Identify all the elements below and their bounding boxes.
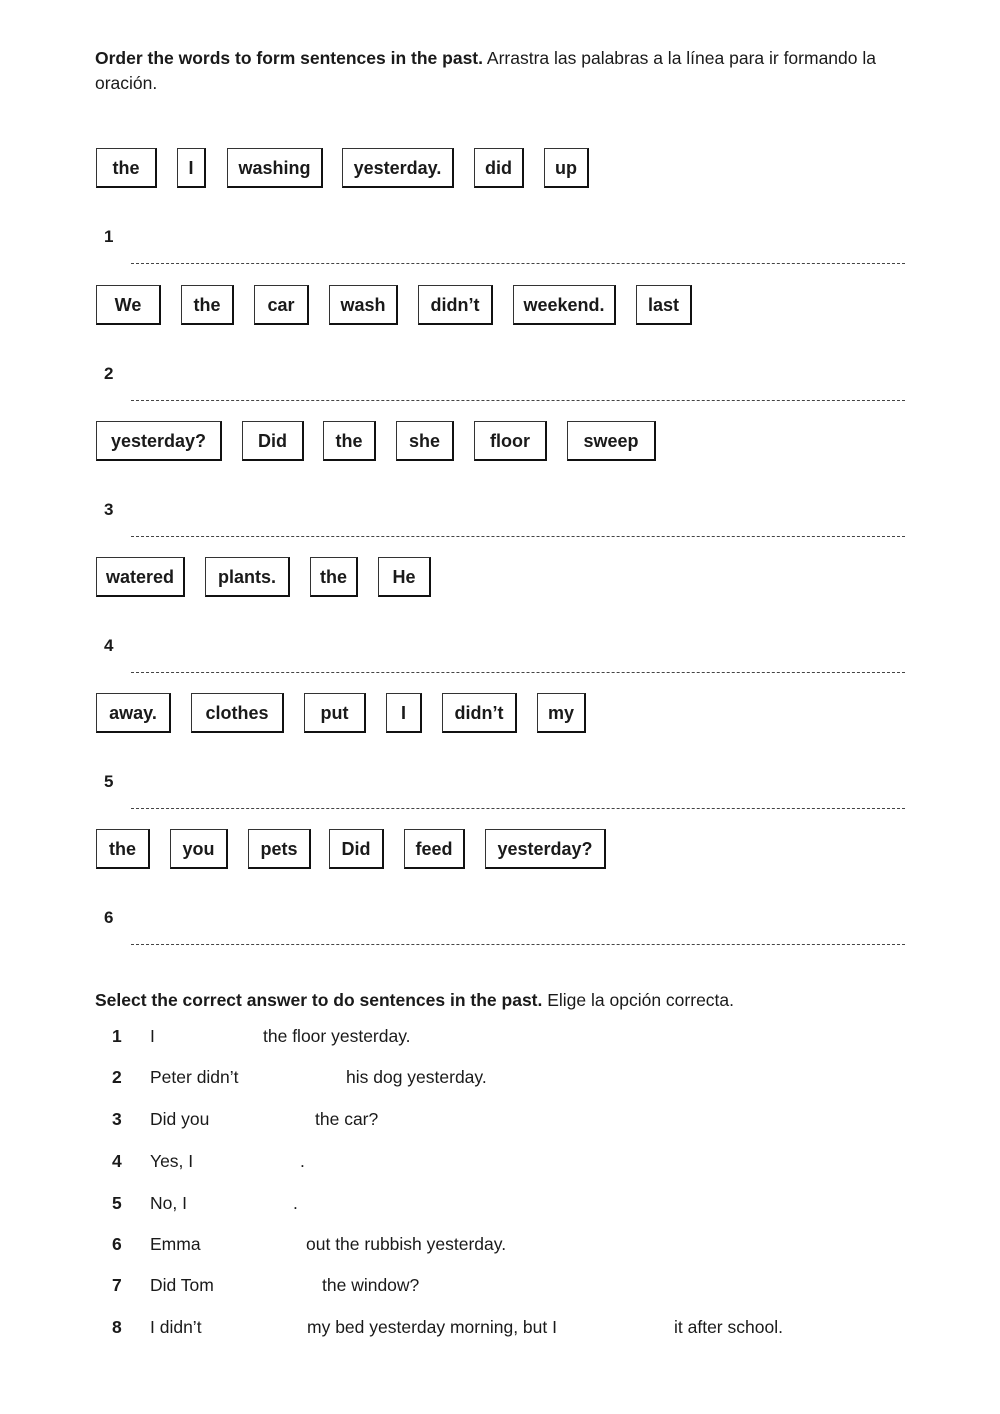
- word-tile[interactable]: Did: [329, 829, 384, 869]
- word-tile[interactable]: floor: [474, 421, 547, 461]
- word-tile[interactable]: away.: [96, 693, 171, 733]
- exercise-3: [0, 421, 1000, 557]
- exercise-1: [0, 148, 1000, 284]
- answer-dropdown[interactable]: [212, 1316, 300, 1338]
- word-tile[interactable]: weekend.: [513, 285, 616, 325]
- word-tile[interactable]: yesterday.: [342, 148, 454, 188]
- word-tile[interactable]: put: [304, 693, 366, 733]
- select-item-number: 6: [112, 1234, 122, 1254]
- word-tile[interactable]: pets: [248, 829, 311, 869]
- sentence-text: his dog yesterday.: [346, 1067, 487, 1087]
- answer-dropdown[interactable]: [226, 1274, 316, 1296]
- word-tile[interactable]: you: [170, 829, 228, 869]
- select-item-number: 8: [112, 1317, 122, 1337]
- word-tile[interactable]: the: [323, 421, 376, 461]
- sentence-text: the car?: [315, 1109, 379, 1129]
- instruction-select-answer-rest: Elige la opción correcta.: [542, 990, 735, 1010]
- select-item-number: 4: [112, 1151, 122, 1171]
- word-tile[interactable]: He: [378, 557, 431, 597]
- word-tile[interactable]: didn’t: [442, 693, 517, 733]
- exercise-number: 6: [104, 908, 114, 927]
- answer-drop-line-2[interactable]: [131, 386, 905, 401]
- select-item-3: [0, 1106, 1000, 1132]
- answer-dropdown[interactable]: [165, 1025, 255, 1047]
- select-item-1: [0, 1023, 1000, 1049]
- sentence-text: out the rubbish yesterday.: [306, 1234, 507, 1254]
- sentence-text: I didn’t: [150, 1317, 202, 1337]
- sentence-text: Yes, I: [150, 1151, 194, 1171]
- answer-drop-line-4[interactable]: [131, 658, 905, 673]
- select-item-number: 2: [112, 1067, 122, 1087]
- exercise-number: 1: [104, 227, 114, 246]
- word-tile[interactable]: up: [544, 148, 589, 188]
- word-tile[interactable]: watered: [96, 557, 185, 597]
- word-tile[interactable]: We: [96, 285, 161, 325]
- select-item-2: [0, 1064, 1000, 1090]
- word-tile[interactable]: the: [181, 285, 234, 325]
- word-tile[interactable]: sweep: [567, 421, 656, 461]
- answer-dropdown[interactable]: [212, 1233, 300, 1255]
- sentence-text: the window?: [322, 1275, 420, 1295]
- select-item-4: [0, 1148, 1000, 1174]
- sentence-text: Did Tom: [150, 1275, 214, 1295]
- exercise-number: 3: [104, 500, 114, 519]
- select-item-number: 1: [112, 1026, 122, 1046]
- exercise-2: [0, 285, 1000, 421]
- word-tile[interactable]: yesterday?: [96, 421, 222, 461]
- answer-dropdown[interactable]: [578, 1316, 668, 1338]
- sentence-text: it after school.: [674, 1317, 783, 1337]
- select-item-8: [0, 1314, 1000, 1340]
- sentence-text: No, I: [150, 1193, 187, 1213]
- select-item-number: 5: [112, 1193, 122, 1213]
- word-tile[interactable]: washing: [227, 148, 323, 188]
- word-tile[interactable]: I: [386, 693, 422, 733]
- answer-drop-line-6[interactable]: [131, 930, 905, 945]
- sentence-text: .: [293, 1193, 298, 1213]
- instruction-select-answer-bold: Select the correct answer to do sentences in the past.: [95, 990, 543, 1010]
- select-item-number: 7: [112, 1275, 122, 1295]
- word-tile[interactable]: clothes: [191, 693, 284, 733]
- select-item-6: [0, 1231, 1000, 1257]
- word-tile[interactable]: wash: [329, 285, 398, 325]
- instruction-select-answer: [95, 988, 915, 1013]
- word-tile[interactable]: last: [636, 285, 692, 325]
- answer-drop-line-1[interactable]: [131, 249, 905, 264]
- instruction-order-words-bold: Order the words to form sentences in the past.: [95, 48, 483, 68]
- word-tile[interactable]: car: [254, 285, 309, 325]
- sentence-text: Peter didn’t: [150, 1067, 239, 1087]
- word-tile[interactable]: the: [310, 557, 358, 597]
- sentence-text: .: [300, 1151, 305, 1171]
- instruction-order-words-rest: Arrastra las palabras a la línea para ir formando la oración.: [95, 48, 876, 93]
- exercise-4: [0, 557, 1000, 693]
- word-tile[interactable]: I: [177, 148, 206, 188]
- word-tile[interactable]: the: [96, 148, 157, 188]
- exercise-5: [0, 693, 1000, 829]
- word-tile[interactable]: did: [474, 148, 524, 188]
- select-item-number: 3: [112, 1109, 122, 1129]
- answer-drop-line-3[interactable]: [131, 522, 905, 537]
- select-item-7: [0, 1272, 1000, 1298]
- word-tile[interactable]: my: [537, 693, 586, 733]
- exercise-6: [0, 829, 1000, 965]
- word-tile[interactable]: feed: [404, 829, 465, 869]
- sentence-text: my bed yesterday morning, but I: [307, 1317, 557, 1337]
- word-tile[interactable]: didn’t: [418, 285, 493, 325]
- answer-dropdown[interactable]: [250, 1066, 338, 1088]
- select-item-5: [0, 1190, 1000, 1216]
- sentence-text: Emma: [150, 1234, 201, 1254]
- exercise-number: 2: [104, 364, 114, 383]
- word-tile[interactable]: plants.: [205, 557, 290, 597]
- answer-dropdown[interactable]: [220, 1108, 308, 1130]
- answer-drop-line-5[interactable]: [131, 794, 905, 809]
- answer-dropdown[interactable]: [205, 1150, 295, 1172]
- word-tile[interactable]: the: [96, 829, 150, 869]
- word-tile[interactable]: Did: [242, 421, 304, 461]
- instruction-order-words: [95, 46, 915, 96]
- exercise-number: 4: [104, 636, 114, 655]
- word-tile[interactable]: yesterday?: [485, 829, 606, 869]
- sentence-text: I: [150, 1026, 155, 1046]
- sentence-text: the floor yesterday.: [263, 1026, 411, 1046]
- answer-dropdown[interactable]: [198, 1192, 288, 1214]
- word-tile[interactable]: she: [396, 421, 454, 461]
- sentence-text: Did you: [150, 1109, 210, 1129]
- exercise-number: 5: [104, 772, 114, 791]
